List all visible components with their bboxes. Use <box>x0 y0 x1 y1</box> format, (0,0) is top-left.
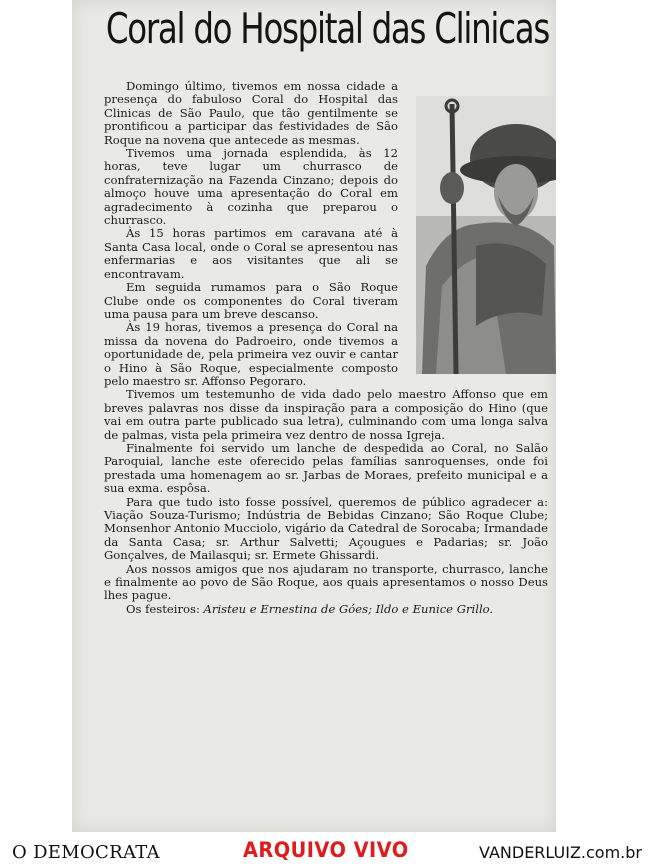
signature-label: Os festeiros: <box>126 601 200 616</box>
signature-names: Aristeu e Ernestina de Góes; Ildo e Eunice Grillo. <box>203 601 494 616</box>
paragraph: Às 19 horas, tivemos a presença do Coral na missa da novena do Padroeiro, onde tivemos a oportunidade de, pela primeira vez ouvir e cantar o Hino à São Roque, especialmente composto pelo maestro sr. Affonso Pegoraro. <box>104 320 398 388</box>
newspaper-name: O DEMOCRATA <box>12 842 160 863</box>
article-headline: Coral do Hospital das Clinicas <box>105 4 550 53</box>
footer-bar <box>0 832 650 867</box>
paragraph: Às 15 horas partimos em caravana até à Santa Casa local, onde o Coral se apresentou nas enfermarias e aos visitantes que ali se encontravam. <box>104 226 398 281</box>
paragraph: Em seguida rumamos para o São Roque Clube onde os componentes do Coral tiveram uma pausa para um breve descanso. <box>104 280 398 321</box>
signature-line <box>104 603 548 616</box>
article-body <box>104 80 548 616</box>
newspaper-clipping <box>72 0 556 832</box>
paragraph: Aos nossos amigos que nos ajudaram no transporte, churrasco, lanche e finalmente ao povo de São Roque, aos quais apresentamos o nosso Deus lhes pague. <box>104 561 548 603</box>
paragraph: Finalmente foi servido um lanche de despedida ao Coral, no Salão Paroquial, lanche este oferecido pelas famílias sanroquenses, onde foi prestada uma homenagem ao sr. Jarbas de Moraes, prefeito municipal e a sua exma. espôsa. <box>104 440 548 496</box>
photo-spacer <box>398 80 548 380</box>
paragraph: Para que tudo isto fosse possível, queremos de público agradecer a: Viação Souza-Turismo; Indústria de Bebidas Cinzano; São Roque Clube; Monsenhor Antonio Mucciolo, vigário da Catedral de Sorocaba; Irmandade da Santa Casa; sr. Arthur Salvetti; Açougues e Padarias; sr. João Gonçalves, de Mailasqui; sr. Ermete Ghissardi. <box>104 494 548 563</box>
paragraph: Domingo último, tivemos em nossa cidade a presença do fabuloso Coral do Hospital das Clinicas de São Paulo, que tão gentilmente se prontificou a participar das festividades de São Roque na novena que antecede as mesmas. <box>104 79 398 147</box>
archive-title: ARQUIVO VIVO <box>243 838 409 862</box>
paragraph: Tivemos uma jornada esplendida, às 12 horas, teve lugar um churrasco de confraternização na Fazenda Cinzano; depois do almoço houve uma apresentação do Coral em agradecimento à cozinha que preparou o churrasco. <box>104 146 398 228</box>
website-label: VANDERLUIZ.com.br <box>479 843 642 862</box>
paragraph: Tivemos um testemunho de vida dado pelo maestro Affonso que em breves palavras nos disse da inspiração para a composição do Hino (que vai em outra parte publicado sua letra), culminando com uma longa salva de palmas, vista pela primeira vez dentro de nossa Igreja. <box>104 387 548 442</box>
